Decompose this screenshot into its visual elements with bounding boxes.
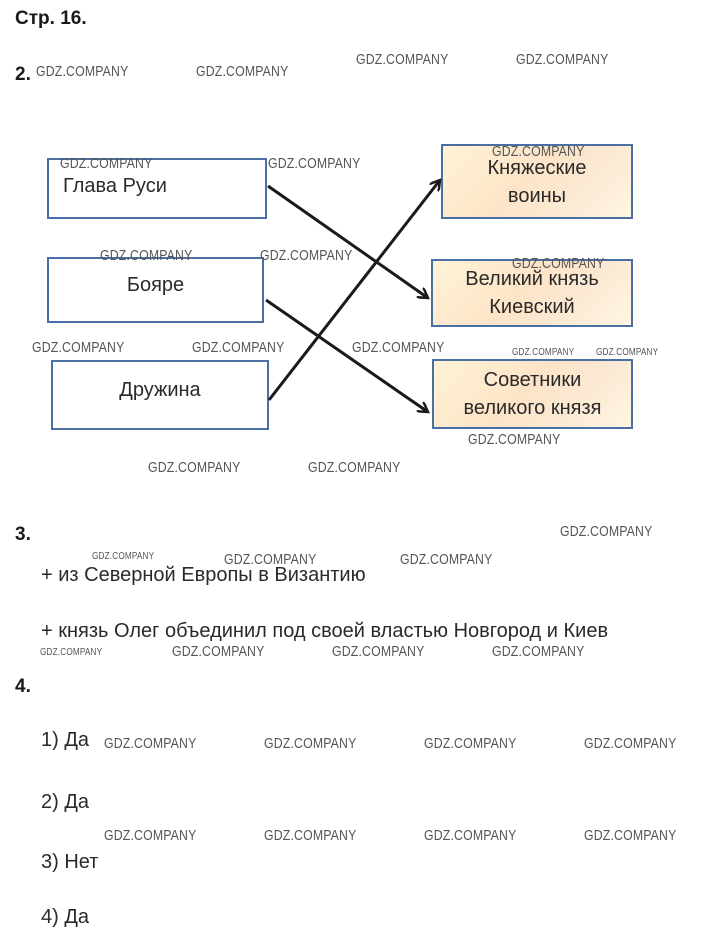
watermark: GDZ.COMPANY	[356, 51, 449, 68]
task-3-answer-1: + из Северной Европы в Византию	[41, 564, 366, 586]
watermark: GDZ.COMPANY	[308, 459, 401, 476]
task-4-answer-2: 2) Да	[41, 791, 90, 813]
arrow-head-of-rus-to-grand-prince	[268, 186, 428, 298]
watermark: GDZ.COMPANY	[424, 827, 517, 844]
task-3-number: 3.	[15, 524, 31, 545]
watermark: GDZ.COMPANY	[40, 647, 103, 658]
watermark: GDZ.COMPANY	[512, 255, 605, 272]
watermark: GDZ.COMPANY	[260, 247, 353, 264]
left-box-label: Дружина	[119, 379, 201, 401]
watermark: GDZ.COMPANY	[32, 339, 125, 356]
left-box-label: Бояре	[126, 274, 185, 296]
watermark: GDZ.COMPANY	[148, 459, 241, 476]
watermark: GDZ.COMPANY	[264, 735, 357, 752]
right-box-label: Княжеские воины	[487, 156, 587, 207]
right-box-label: Советники великого князя	[463, 369, 602, 419]
task-3-answer-2: + князь Олег объединил под своей властью Новгород и Киев	[41, 620, 609, 642]
watermark: GDZ.COMPANY	[468, 431, 561, 448]
watermark: GDZ.COMPANY	[424, 735, 517, 752]
watermark: GDZ.COMPANY	[264, 827, 357, 844]
watermark: GDZ.COMPANY	[100, 247, 193, 264]
task-4-number: 4.	[15, 676, 31, 697]
watermark: GDZ.COMPANY	[104, 827, 197, 844]
watermark: GDZ.COMPANY	[104, 735, 197, 752]
arrow-boyars-to-advisors	[266, 300, 428, 412]
watermark: GDZ.COMPANY	[92, 551, 155, 562]
watermark: GDZ.COMPANY	[192, 339, 285, 356]
task-4-answer-4: 4) Да	[41, 906, 90, 928]
watermark: GDZ.COMPANY	[172, 643, 265, 660]
watermark: GDZ.COMPANY	[492, 643, 585, 660]
watermark: GDZ.COMPANY	[596, 347, 659, 358]
watermark: GDZ.COMPANY	[512, 347, 575, 358]
right-box-label: Великий князь Киевский	[465, 268, 599, 318]
watermark: GDZ.COMPANY	[36, 63, 129, 80]
left-box-label: Глава Руси	[63, 175, 167, 197]
watermark: GDZ.COMPANY	[332, 643, 425, 660]
task-4-answer-3: 3) Нет	[41, 851, 99, 873]
watermark: GDZ.COMPANY	[492, 143, 585, 160]
watermark: GDZ.COMPANY	[60, 155, 153, 172]
watermark: GDZ.COMPANY	[560, 523, 653, 540]
watermark: GDZ.COMPANY	[196, 63, 289, 80]
watermark: GDZ.COMPANY	[352, 339, 445, 356]
watermark: GDZ.COMPANY	[584, 827, 677, 844]
watermark: GDZ.COMPANY	[516, 51, 609, 68]
watermark: GDZ.COMPANY	[268, 155, 361, 172]
watermark: GDZ.COMPANY	[400, 551, 493, 568]
page-title: Стр. 16.	[15, 8, 87, 29]
task-2-number: 2.	[15, 64, 31, 85]
watermark: GDZ.COMPANY	[224, 551, 317, 568]
watermark: GDZ.COMPANY	[584, 735, 677, 752]
task-4-answer-1: 1) Да	[41, 729, 90, 751]
